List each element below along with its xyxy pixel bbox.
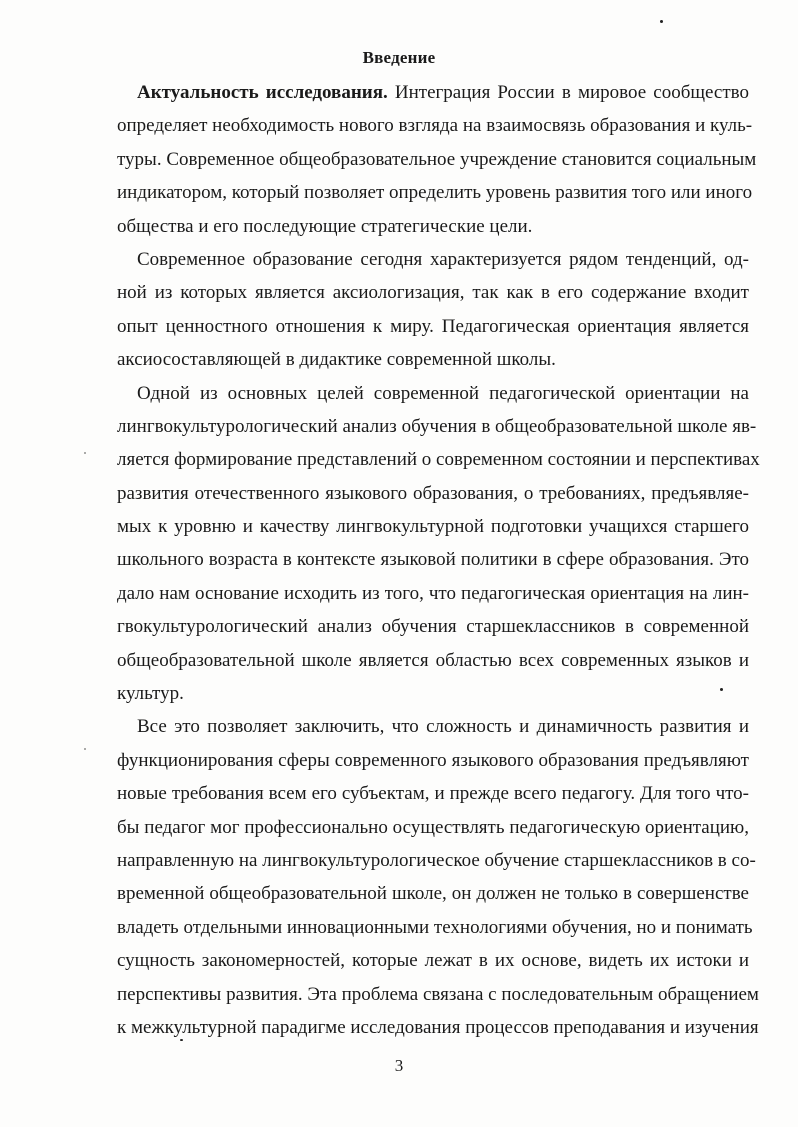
text-line: временной общеобразовательной школе, он должен не только в совершенстве bbox=[117, 883, 749, 905]
text-line: развития отечественного языкового образования, о требованиях, предъявляе- bbox=[117, 482, 749, 504]
text-line: мых к уровню и качеству лингвокультурной подготовки учащихся старшего bbox=[117, 516, 749, 538]
text-line: Одной из основных целей современной педагогической ориентации на bbox=[137, 382, 749, 404]
text-line bbox=[117, 76, 749, 109]
text-line: опыт ценностного отношения к миру. Педагогическая ориентация является bbox=[117, 315, 749, 337]
text-line: определяет необходимость нового взгляда на взаимосвязь образования и куль- bbox=[117, 115, 753, 137]
text-line: индикатором, который позволяет определить уровень развития того или иного bbox=[117, 182, 753, 204]
text-line: новые требования всем его субъектам, и прежде всего педагогу. Для того что- bbox=[117, 783, 749, 805]
scan-speck bbox=[84, 748, 86, 750]
text-line: ляется формирование представлений о современном состоянии и перспективах bbox=[117, 449, 760, 471]
paragraph-4 bbox=[117, 710, 759, 1044]
text-line: дало нам основание исходить из того, что педагогическая ориентация на лин- bbox=[117, 582, 749, 604]
scan-speck bbox=[660, 20, 663, 23]
page-title: Введение bbox=[362, 48, 436, 67]
text-line: лингвокультурологический анализ обучения в общеобразовательной школе яв- bbox=[117, 415, 757, 437]
body-text bbox=[117, 76, 760, 1044]
lead-heading: Актуальность исследования. bbox=[137, 82, 388, 103]
text-line: Современное образование сегодня характеризуется рядом тенденций, од- bbox=[137, 248, 749, 270]
text-line: общества и его последующие стратегические цели. bbox=[117, 215, 533, 237]
scan-speck bbox=[720, 688, 723, 691]
text-line: функционирования сферы современного языкового образования предъявляют bbox=[117, 749, 749, 771]
text-line: бы педагог мог профессионально осуществлять педагогическую ориентацию, bbox=[117, 816, 749, 838]
text-line: культур. bbox=[117, 683, 184, 705]
line-text: Интеграция России в мировое сообщество bbox=[387, 82, 749, 103]
text-line: перспективы развития. Эта проблема связана с последовательным обращением bbox=[117, 983, 759, 1005]
scan-speck bbox=[84, 452, 86, 454]
text-line: владеть отдельными инновационными технологиями обучения, но и понимать bbox=[117, 916, 753, 938]
text-line: ной из которых является аксиологизация, так как в его содержание входит bbox=[117, 282, 749, 304]
paragraph-2 bbox=[117, 243, 749, 377]
text-line: к межкультурной парадигме исследования процессов преподавания и изучения bbox=[117, 1016, 759, 1038]
text-line: направленную на лингвокультурологическое обучение старшеклассников в со- bbox=[117, 849, 756, 871]
text-line: сущность закономерностей, которые лежат в их основе, видеть их истоки и bbox=[117, 950, 749, 972]
scan-speck bbox=[180, 1039, 183, 1041]
paragraph-1 bbox=[117, 76, 757, 243]
text-line: Все это позволяет заключить, что сложность и динамичность развития и bbox=[137, 716, 749, 738]
text-line: аксиосоставляющей в дидактике современной школы. bbox=[117, 349, 556, 371]
text-line: гвокультурологический анализ обучения старшеклассников в современной bbox=[117, 616, 749, 638]
page-number: 3 bbox=[394, 1056, 404, 1075]
paragraph-3 bbox=[117, 377, 760, 711]
text-line: общеобразовательной школе является областью всех современных языков и bbox=[117, 649, 749, 671]
text-line: школьного возраста в контексте языковой политики в сфере образования. Это bbox=[117, 549, 749, 571]
text-line: туры. Современное общеобразовательное учреждение становится социальным bbox=[117, 148, 757, 170]
